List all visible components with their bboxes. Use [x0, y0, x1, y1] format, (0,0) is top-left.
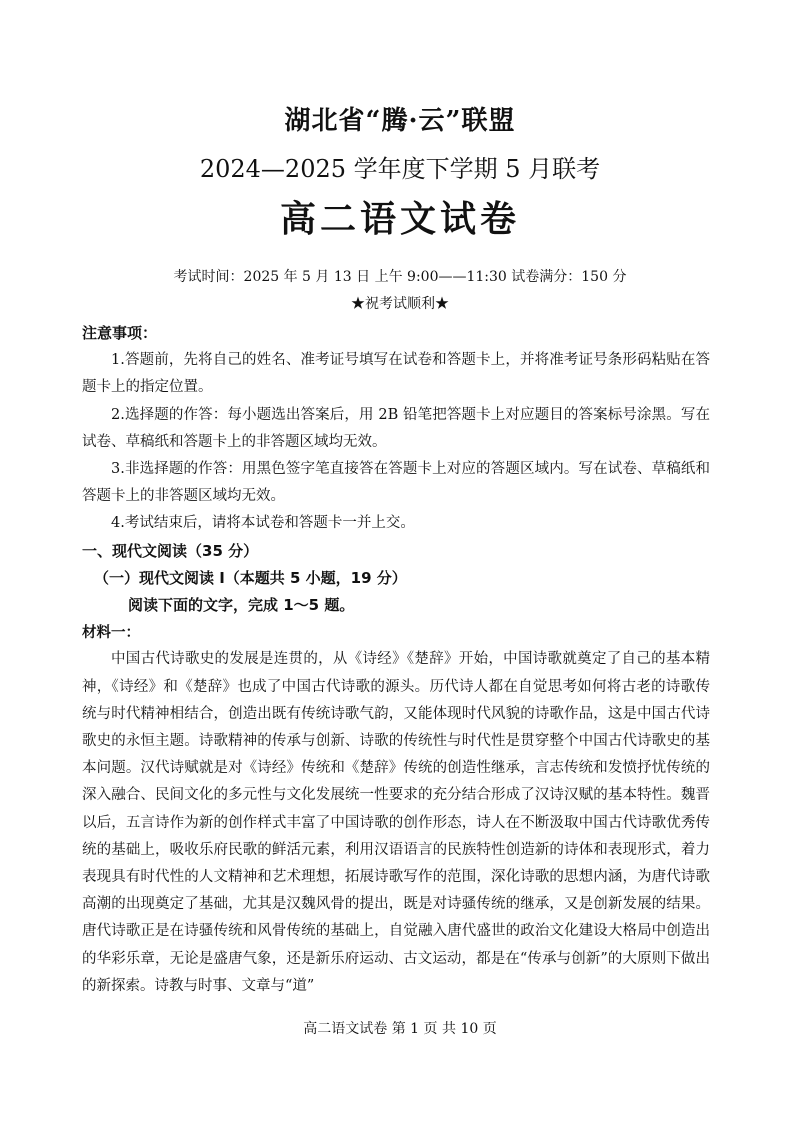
notice-title: 注意事项： — [82, 324, 158, 342]
term-title: 2024—2025 学年度下学期 5 月联考 — [199, 155, 601, 183]
notice-item-2: 2.选择题的作答：每小题选出答案后，用 2B 铅笔把答题卡上对应题目的答案标号涂黑。写在试卷、草稿纸和答题卡上的非答题区域均无效。 — [82, 406, 710, 450]
exam-time-info: 考试时间：2025 年 5 月 13 日 上午 9:00——11:30 试卷满分：150 分 — [173, 269, 627, 285]
reading-instruction: 阅读下面的文字，完成 1～5 题。 — [128, 596, 355, 615]
material-label: 材料一： — [82, 624, 140, 642]
notice-item-4: 4.考试结束后，请将本试卷和答题卡一并上交。 — [111, 515, 415, 532]
notice-item-3: 3.非选择题的作答：用黑色签字笔直接答在答题卡上对应的答题区域内。写在试卷、草稿纸和答题卡上的非答题区域均无效。 — [82, 461, 710, 505]
subsection-title: （一）现代文阅读 I（本题共 5 小题，19 分） — [94, 568, 407, 587]
passage-paragraph: 中国古代诗歌史的发展是连贯的，从《诗经》《楚辞》开始，中国诗歌就奠定了自己的基本精神，《诗经》和《楚辞》也成了中国古代诗歌的源头。历代诗人都在自觉思考如何将古老的诗歌传统与时代精神相结合，创造出既有传统诗歌气韵，又能体现时代风貌的诗歌作品，这是中国古代诗歌史的永恒主题。诗歌精神的传承与创新、诗歌的传统性与时代性是贯穿整个中国古代诗歌史的基本问题。汉代诗赋就是对《诗经》传统和《楚辞》传统的创造性继承，言志传统和发愤抒忧传统的深入融合、民间文化的多元性与文化发展统一性要求的充分结合形成了汉诗汉赋的基本特性。魏晋以后，五言诗作为新的创作样式丰富了中国诗歌的创作形态，诗人在不断汲取中国古代诗歌优秀传统的基础上，吸收乐府民歌的鲜活元素，利用汉语语言的民族特性创造新的诗体和表现形式，着力表现具有时代性的人文精神和艺术理想，拓展诗歌写作的范围，深化诗歌的思想内涵，为唐代诗歌高潮的出现奠定了基础，尤其是汉魏风骨的提出，既是对诗骚传统的继承，又是创新发展的结果。唐代诗歌正是在诗骚传统和风骨传统的基础上，自觉融入唐代盛世的政治文化建设大格局中创造出的华彩乐章，无论是盛唐气象，还是新乐府运动、古文运动，都是在“传承与创新”的大原则下做出的新探索。诗教与时事、文章与“道” — [82, 651, 710, 994]
section-title: 一、现代文阅读（35 分） — [82, 541, 259, 560]
alliance-title: 湖北省“腾·云”联盟 — [284, 106, 516, 136]
document-body — [82, 320, 710, 1000]
good-luck-line: ★祝考试顺利★ — [351, 296, 449, 312]
notice-item-1: 1.答题前，先将自己的姓名、准考证号填写在试卷和答题卡上，并将准考证号条形码粘贴在答题卡上的指定位置。 — [82, 352, 710, 396]
page-footer: 高二语文试卷 第 1 页 共 10 页 — [303, 1021, 497, 1037]
paper-title: 高二语文试卷 — [279, 198, 520, 240]
